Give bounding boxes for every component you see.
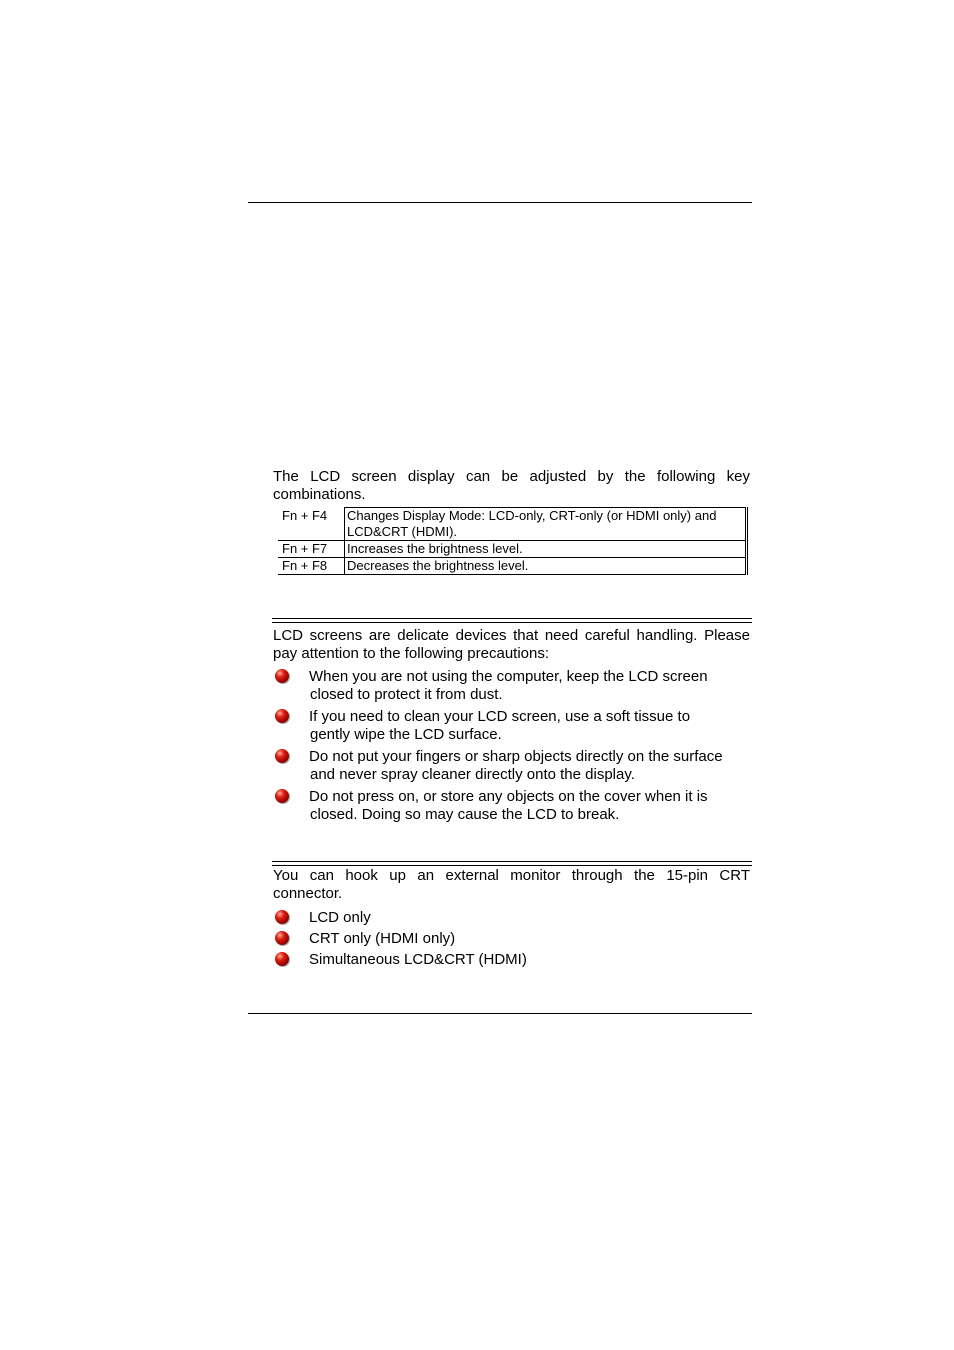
list-item — [275, 930, 753, 948]
red-ball-bullet-icon — [275, 952, 289, 966]
list-item-text: CRT only (HDMI only) — [309, 930, 456, 947]
list-item — [275, 748, 753, 784]
red-ball-bullet-icon — [275, 669, 289, 683]
table-row — [278, 508, 747, 541]
table-row — [278, 541, 747, 558]
section-divider — [272, 861, 752, 866]
section-divider — [272, 618, 752, 623]
hotkey-desc: Increases the brightness level. — [345, 541, 747, 558]
hotkey-key: Fn + F8 — [278, 558, 345, 575]
red-ball-bullet-icon — [275, 789, 289, 803]
list-item — [275, 951, 753, 969]
list-item — [275, 909, 753, 927]
list-item-text: Do not put your fingers or sharp objects directly on the surface — [309, 748, 723, 765]
external-intro: You can hook up an external monitor through the 15-pin CRT connector. — [273, 867, 750, 902]
list-item-text: When you are not using the computer, keep the LCD screen — [309, 668, 708, 685]
care-intro: LCD screens are delicate devices that need careful handling. Please pay attention to the following precautions: — [273, 627, 750, 662]
hotkey-table — [278, 507, 748, 575]
list-item-text: If you need to clean your LCD screen, use a soft tissue to — [309, 708, 691, 725]
footer-rule — [248, 1013, 752, 1014]
external-mode-list — [275, 909, 753, 969]
red-ball-bullet-icon — [275, 910, 289, 924]
header-rule — [248, 202, 752, 203]
list-item — [275, 668, 753, 704]
list-item-text: and never spray cleaner directly onto the display. — [310, 766, 635, 783]
red-ball-bullet-icon — [275, 931, 289, 945]
hotkey-desc: Decreases the brightness level. — [345, 558, 747, 575]
hotkey-key: Fn + F7 — [278, 541, 345, 558]
list-item-text: Do not press on, or store any objects on the cover when it is — [309, 788, 708, 805]
list-item-text: Simultaneous LCD&CRT (HDMI) — [309, 951, 527, 968]
red-ball-bullet-icon — [275, 709, 289, 723]
list-item-text: LCD only — [309, 909, 371, 926]
hotkey-key: Fn + F4 — [278, 508, 345, 541]
list-item-text: closed to protect it from dust. — [310, 686, 503, 703]
care-list — [275, 668, 753, 824]
list-item-text: closed. Doing so may cause the LCD to break. — [310, 806, 620, 823]
list-item — [275, 708, 753, 744]
hotkey-desc: Changes Display Mode: LCD-only, CRT-only (or HDMI only) and LCD&CRT (HDMI). — [345, 508, 747, 541]
list-item — [275, 788, 753, 824]
red-ball-bullet-icon — [275, 749, 289, 763]
table-row — [278, 558, 747, 575]
list-item-text: gently wipe the LCD surface. — [310, 726, 502, 743]
display-intro: The LCD screen display can be adjusted by the following key combinations. — [273, 468, 750, 503]
